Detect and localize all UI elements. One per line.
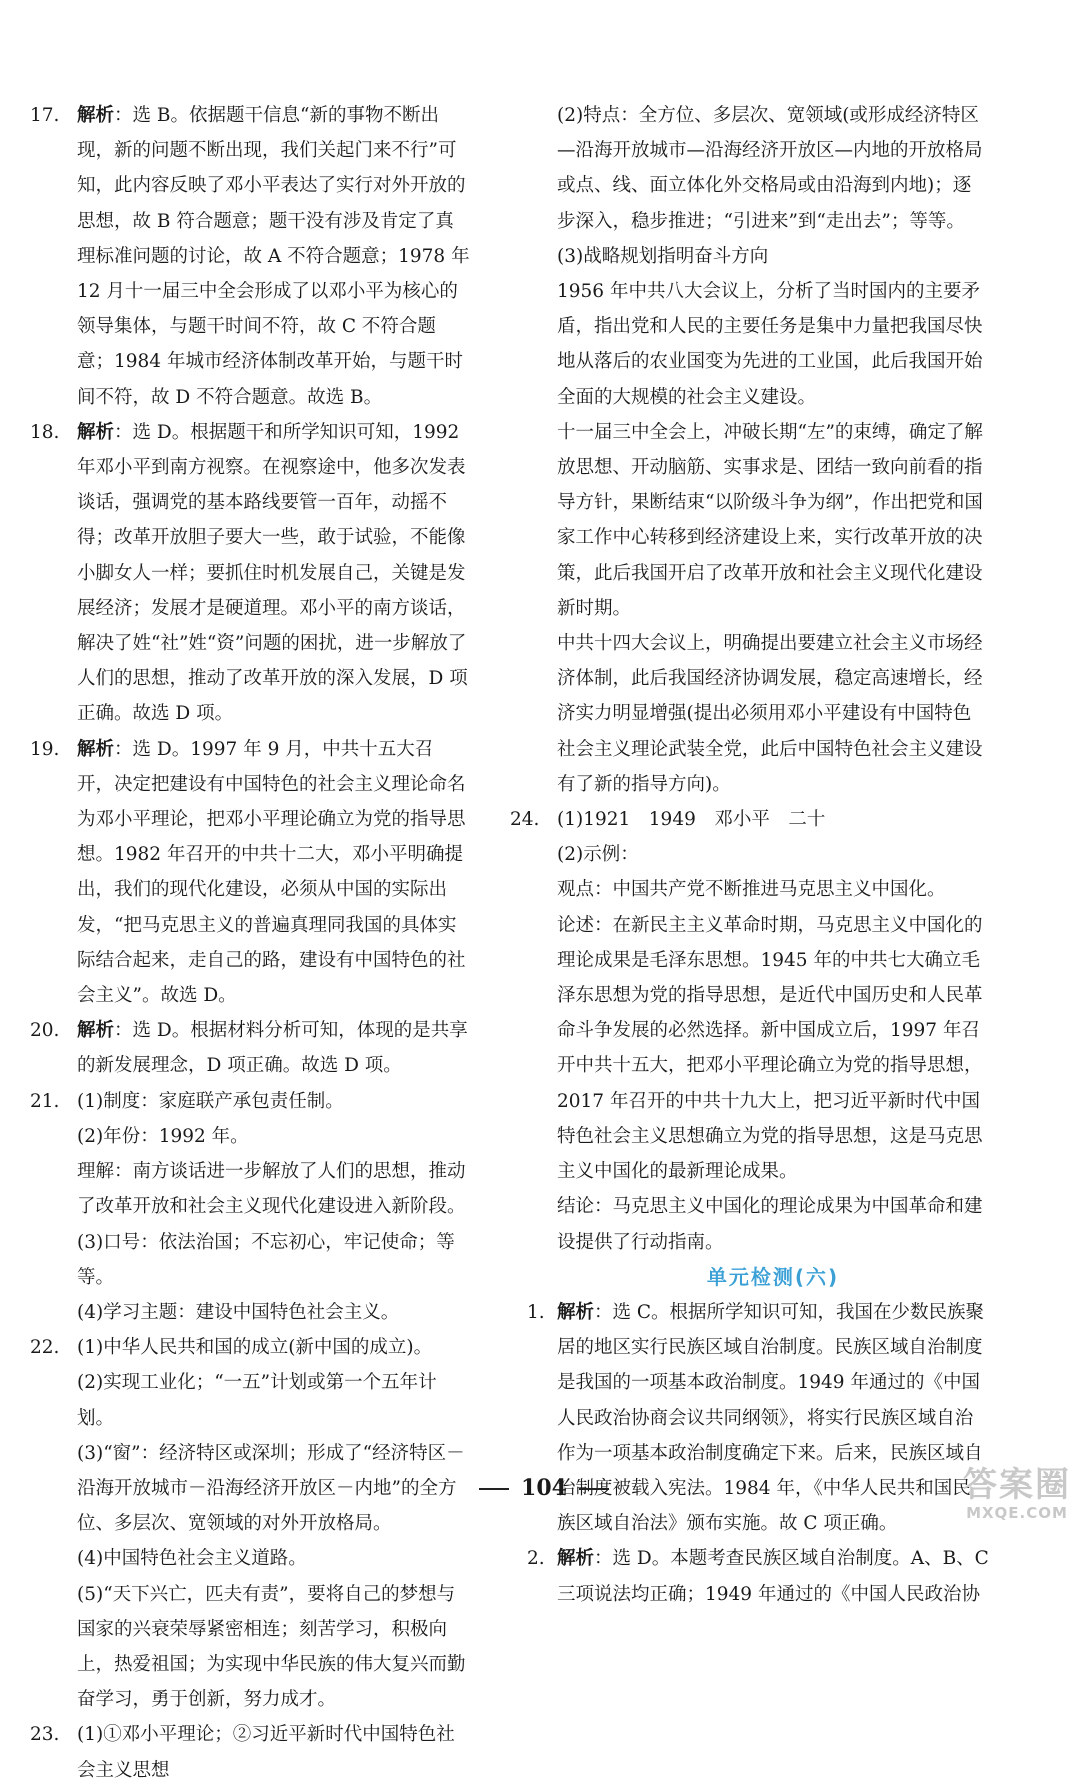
watermark-domain: MXQE.COM <box>966 1504 1068 1522</box>
answer-text: ：选 D。本题考查民族区域自治制度。A、B、C 三项说法均正确；1949 年通过的《中国人民政治协 <box>557 1548 989 1605</box>
answer-line: (3)战略规划指明奋斗方向 <box>557 245 769 267</box>
answer-line: 十一届三中全会上，冲破长期“左”的束缚，确定了解放思想、开动脑筋、实事求是、团结一致向前看的指导方针，果断结束“以阶级斗争为纲”，作出把党和国家工作中心转移到经济建设上来，实行改革开放的决策，此后我国开启了改革开放和社会主义现代化建设新时期。 <box>557 421 983 619</box>
analysis-label: 解析 <box>77 1020 115 1042</box>
item-number: 19. <box>30 738 60 760</box>
answer-line: 论述：在新民主主义革命时期，马克思主义中国化的理论成果是毛泽东思想。1945 年的中共七大确立毛泽东思想为党的指导思想，是近代中国历史和人民革命斗争发展的必然选择。新中国成立后，1997 年召开中共十五大，把邓小平理论确立为党的指导思想，2017 年召开的中共十九大上，把习近平新时代中国特色社会主义思想确立为党的指导思想，这是马克思主义中国化的最新理论成果。 <box>557 914 983 1183</box>
page-number: 104 <box>521 1475 567 1501</box>
footer-dash-left <box>479 1488 509 1490</box>
answer-line: (3)“窗”：经济特区或深圳；形成了“经济特区－沿海开放城市－沿海经济开放区－内地”的全方位、多层次、宽领域的对外开放格局。 <box>77 1442 465 1535</box>
answer-line: 中共十四大会议上，明确提出要建立社会主义市场经济体制，此后我国经济协调发展，稳定高速增长，经济实力明显增强(提出必须用邓小平建设有中国特色社会主义理论武装全党，此后中国特色社会主义建设有了新的指导方向)。 <box>557 633 983 795</box>
answer-line: 理解：南方谈话进一步解放了人们的思想，推动了改革开放和社会主义现代化建设进入新阶段。 <box>77 1161 466 1218</box>
item-number: 24. <box>510 809 540 831</box>
analysis-label: 解析 <box>77 421 115 443</box>
answer-20 <box>30 1013 470 1083</box>
item-number: 21. <box>30 1090 60 1112</box>
answer-line: 结论：马克思主义中国化的理论成果为中国革命和建设提供了行动指南。 <box>557 1196 983 1253</box>
analysis-label: 解析 <box>77 105 115 126</box>
item-number: 2. <box>527 1548 545 1570</box>
answer-line: 观点：中国共产党不断推进马克思主义中国化。 <box>557 879 946 901</box>
answer-line: (1)①邓小平理论；②习近平新时代中国特色社会主义思想 <box>77 1724 455 1781</box>
answer-text: ：选 C。根据所学知识可知，我国在少数民族聚居的地区实行民族区域自治制度。民族区域自治制度是我国的一项基本政治制度。1949 年通过的《中国人民政治协商会议共同纲领》，将实行民族区域自治作为一项基本政治制度确定下来。后来，民族区域自治制度被载入宪法。1984 年，《中华人民共和国民族区域自治法》颁布实施。故 C 项正确。 <box>557 1301 985 1535</box>
answer-19 <box>30 732 470 1014</box>
left-column <box>30 98 470 1788</box>
answer-text: ：选 D。根据材料分析可知，体现的是共享的新发展理念，D 项正确。故选 D 项。 <box>77 1020 468 1077</box>
answer-17 <box>30 98 470 415</box>
answer-22 <box>30 1330 470 1717</box>
answer-18 <box>30 415 470 732</box>
answer-line: (2)特点：全方位、多层次、宽领域(或形成经济特区—沿海开放城市—沿海经济开放区—内地的开放格局或点、线、面立体化外交格局或由沿海到内地)；逐步深入，稳步推进；“引进来”到“走出去”；等等。 <box>557 105 983 232</box>
site-watermark <box>958 1466 1076 1522</box>
answer-23 <box>30 1717 470 1787</box>
item-number: 20. <box>30 1020 60 1042</box>
answer-line: (5)“天下兴亡，匹夫有责”，要将自己的梦想与国家的兴衰荣辱紧密相连；刻苦学习，积极向上，热爱祖国；为实现中华民族的伟大复兴而勤奋学习，勇于创新，努力成才。 <box>77 1583 466 1711</box>
answer-21 <box>30 1084 470 1330</box>
section-title: 单元检测(六) <box>706 1264 840 1289</box>
answer-line: (1)制度：家庭联产承包责任制。 <box>77 1090 344 1112</box>
answer-23-continued <box>557 98 989 802</box>
item-number: 1. <box>527 1301 545 1323</box>
answer-line: (2)示例： <box>557 844 639 866</box>
item-number: 18. <box>30 421 60 443</box>
analysis-label: 解析 <box>77 738 115 760</box>
answer-24 <box>510 802 989 1260</box>
item-number: 23. <box>30 1724 60 1746</box>
item-number: 17. <box>30 105 60 126</box>
answer-text: ：选 B。依据题干信息“新的事物不断出现，新的问题不断出现，我们关起门来不行”可知，此内容反映了邓小平表达了实行对外开放的思想，故 B 符合题意；题干没有涉及肯定了真理标准问题的讨论，故 A 不符合题意；1978 年 12 月十一届三中全会形成了以邓小平为核心的领导集体，与题干时间不符，故 C 不符合题意；1984 年城市经济体制改革开始，与题干时间不符，故 D 不符合题意。故选 B。 <box>77 105 470 408</box>
analysis-label: 解析 <box>557 1548 595 1570</box>
analysis-label: 解析 <box>557 1301 595 1323</box>
answer-line: (4)中国特色社会主义道路。 <box>77 1548 307 1570</box>
answer-line: 1956 年中共八大会议上，分析了当时国内的主要矛盾，指出党和人民的主要任务是集中力量把我国尽快地从落后的农业国变为先进的工业国，此后我国开始全面的大规模的社会主义建设。 <box>557 281 983 408</box>
answer-line: (3)口号：依法治国；不忘初心，牢记使命；等等。 <box>77 1231 455 1288</box>
unit-answer-1 <box>527 1295 989 1541</box>
watermark-logo-text: 答案圈 <box>963 1465 1071 1505</box>
answer-line: (2)实现工业化；“一五”计划或第一个五年计划。 <box>77 1372 437 1429</box>
answer-line: (4)学习主题：建设中国特色社会主义。 <box>77 1301 400 1323</box>
answer-text: ：选 D。根据题干和所学知识可知，1992 年邓小平到南方视察。在视察途中，他多次发表谈话，强调党的基本路线要管一百年，动摇不得；改革开放胆子要大一些，敢于试验，不能像小脚女人一样；要抓住时机发展自己，关键是发展经济；发展才是硬道理。邓小平的南方谈话，解决了姓“社”姓“资”问题的困扰，进一步解放了人们的思想，推动了改革开放的深入发展，D 项正确。故选 D 项。 <box>77 421 468 725</box>
page-footer <box>0 1475 1088 1501</box>
answer-line: (2)年份：1992 年。 <box>77 1125 249 1147</box>
item-number: 22. <box>30 1337 60 1359</box>
unit-answer-2 <box>527 1541 989 1611</box>
footer-dash-right <box>579 1488 609 1490</box>
answer-line: (1)1921 1949 邓小平 二十 <box>557 809 826 831</box>
answer-text: ：选 D。1997 年 9 月，中共十五大召开，决定把建设有中国特色的社会主义理论命名为邓小平理论，把邓小平理论确立为党的指导思想。1982 年召开的中共十二大，邓小平明确提出，我们的现代化建设，必须从中国的实际出发，“把马克思主义的普遍真理同我国的具体实际结合起来，走自己的路，建设有中国特色的社会主义”。故选 D。 <box>77 738 466 1007</box>
answer-line: (1)中华人民共和国的成立(新中国的成立)。 <box>77 1337 433 1359</box>
